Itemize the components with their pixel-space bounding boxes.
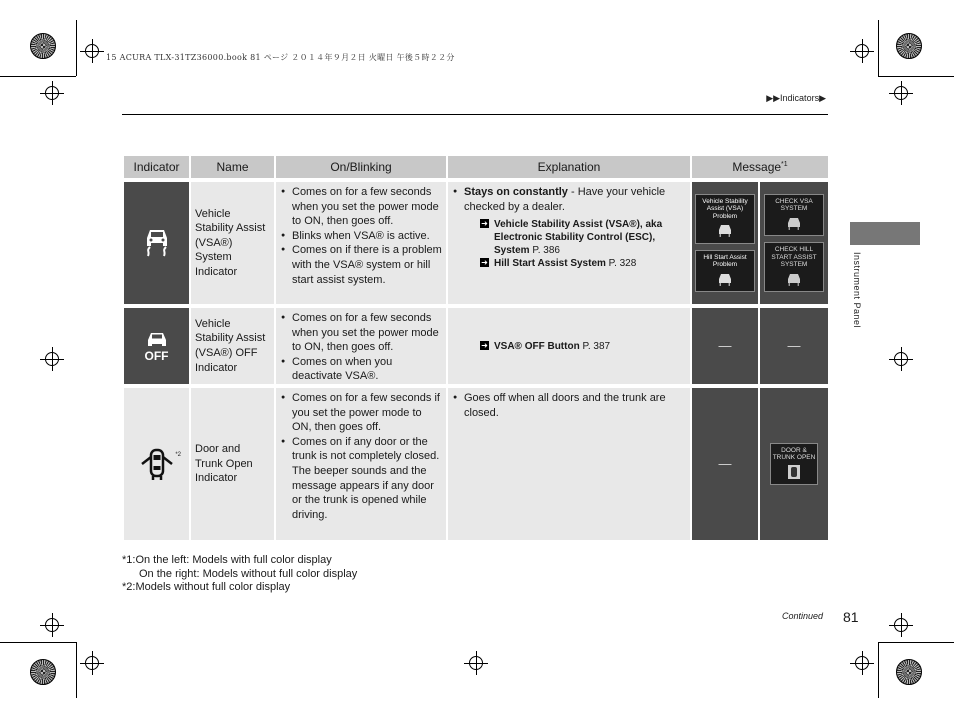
indicator-table — [122, 156, 830, 544]
registration-target-icon — [894, 352, 908, 366]
registration-target-icon — [894, 86, 908, 100]
list-item: ● Comes on if any door or the trunk is not completely closed. — [292, 435, 442, 464]
indicator-cell — [124, 388, 189, 544]
header-rule — [122, 114, 828, 115]
message-left-cell: — — [692, 388, 758, 544]
section-label: Instrument Panel — [852, 252, 862, 329]
crop-mark — [76, 20, 77, 76]
explanation-cell — [448, 182, 690, 308]
crop-mark — [878, 642, 954, 643]
vsa-skid-icon — [785, 216, 803, 230]
page-number: 81 — [843, 609, 859, 625]
list-item: ● Comes on for a few seconds when you set the power mode to ON, then goes off. — [292, 185, 442, 229]
reference-arrow-icon: ➜ — [481, 219, 488, 229]
table-row — [124, 388, 828, 544]
registration-target-icon — [85, 656, 99, 670]
message-display: CHECK HILL START ASSIST SYSTEM — [764, 242, 824, 292]
vsa-skid-icon — [716, 223, 734, 237]
registration-rosette-icon — [30, 659, 56, 685]
registration-target-icon — [855, 44, 869, 58]
header-name: Name — [191, 156, 274, 182]
registration-target-icon — [45, 618, 59, 632]
indicator-name: Vehicle Stability Assist (VSA®) System Indicator — [191, 182, 274, 308]
footnote: *2:Models without full color display — [122, 581, 291, 593]
list-item: ● Comes on when you deactivate VSA®. — [292, 355, 442, 384]
table-header-row — [124, 156, 828, 182]
crop-mark — [0, 642, 76, 643]
on-blinking-cell — [276, 388, 446, 544]
on-blinking-cell — [276, 182, 446, 308]
reference-arrow-icon: ➜ — [481, 258, 488, 268]
message-left-cell — [692, 182, 758, 308]
registration-target-icon — [45, 352, 59, 366]
registration-rosette-icon — [30, 33, 56, 59]
crop-mark — [878, 20, 879, 76]
registration-target-icon — [894, 618, 908, 632]
on-blinking-note: The beeper sounds and the message appears if any door or the trunk is opened while driving. — [292, 464, 434, 521]
cross-reference-link[interactable]: ➜ Vehicle Stability Assist (VSA®), aka Electronic Stability Control (ESC), System P. 386 — [481, 219, 663, 257]
list-item: ● Comes on for a few seconds when you set the power mode to ON, then goes off. — [292, 311, 442, 355]
header-indicator: Indicator — [124, 156, 189, 182]
cross-reference-link[interactable]: ➜ Hill Start Assist System P. 328 — [481, 258, 637, 270]
vsa-skid-icon — [142, 224, 172, 258]
section-tab — [850, 222, 920, 245]
registration-rosette-icon — [896, 33, 922, 59]
footnote: On the right: Models without full color display — [139, 567, 358, 580]
footnote-marker: *2 — [175, 452, 181, 458]
table-row — [124, 308, 828, 388]
header-message: Message$^{*1}$ — [692, 156, 828, 182]
reference-arrow-icon: ➜ — [481, 340, 488, 350]
registration-target-icon — [85, 44, 99, 58]
message-right-cell — [760, 388, 828, 544]
cross-reference-link[interactable]: ➜ VSA® OFF Button P. 387 — [481, 340, 611, 352]
crop-mark — [878, 76, 954, 77]
message-right-cell: — — [760, 308, 828, 388]
list-item: ● Comes on if there is a problem with the VSA® system or hill start assist system. — [292, 243, 442, 287]
list-item: ● Stays on constantly - Have your vehicle checked by a dealer. — [464, 185, 686, 214]
hill-start-icon — [785, 272, 803, 286]
continued-label: Continued — [782, 611, 824, 621]
message-left-cell: — — [692, 308, 758, 388]
list-item: ● Blinks when VSA® is active. — [292, 229, 442, 244]
explanation-cell — [448, 388, 690, 544]
door-trunk-open-icon — [785, 465, 803, 479]
message-display: Hill Start Assist Problem — [695, 250, 755, 293]
list-item: ● Comes on for a few seconds if you set the power mode to ON, then goes off. — [292, 391, 442, 435]
indicator-cell — [124, 308, 189, 388]
vsa-off-icon — [144, 330, 170, 350]
registration-rosette-icon — [896, 659, 922, 685]
registration-target-icon — [855, 656, 869, 670]
footnotes — [122, 554, 357, 595]
hill-start-icon — [716, 272, 734, 286]
breadcrumb[interactable]: ▶▶Indicators▶ — [766, 93, 826, 103]
book-info: 15 ACURA TLX-31TZ36000.book 81 ページ ２０１４年９月２日 火曜日 午後５時２２分 — [106, 53, 455, 62]
door-trunk-open-icon — [137, 442, 177, 482]
table-row — [124, 182, 828, 308]
crop-mark — [0, 76, 76, 77]
header-explanation: Explanation — [448, 156, 690, 182]
list-item: ● Goes off when all doors and the trunk are closed. — [464, 391, 686, 420]
message-right-cell — [760, 182, 828, 308]
registration-target-icon — [45, 86, 59, 100]
footnote: *1:On the left: Models with full color display — [122, 554, 332, 566]
explanation-cell — [448, 308, 690, 388]
registration-target-icon — [469, 656, 483, 670]
indicator-name: Door and Trunk Open Indicator — [191, 388, 274, 544]
vsa-off-label: OFF — [144, 349, 169, 363]
on-blinking-cell — [276, 308, 446, 388]
crop-mark — [878, 642, 879, 698]
indicator-cell — [124, 182, 189, 308]
message-display: Vehicle Stability Assist (VSA) Problem — [695, 194, 755, 244]
crop-mark — [76, 642, 77, 698]
message-display: CHECK VSA SYSTEM — [764, 194, 824, 237]
header-on-blinking: On/Blinking — [276, 156, 446, 182]
message-display: DOOR & TRUNK OPEN — [770, 443, 818, 486]
indicator-name: Vehicle Stability Assist (VSA®) OFF Indicator — [191, 308, 274, 388]
